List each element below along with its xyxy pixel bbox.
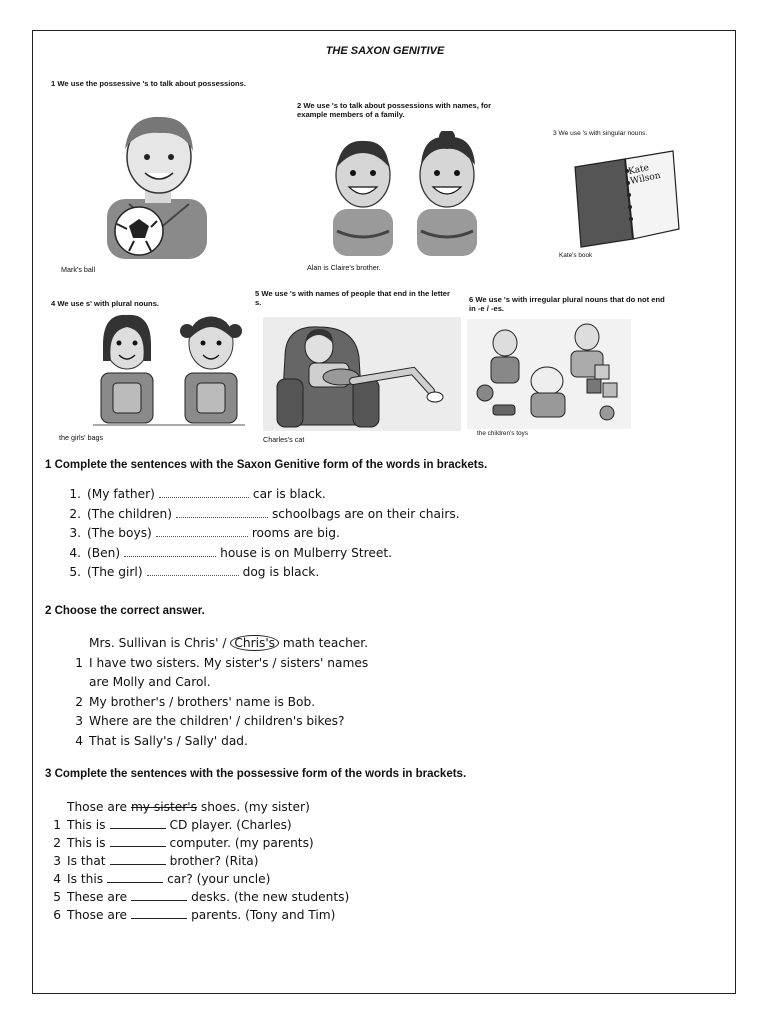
exercise-2-heading: 2 Choose the correct answer. — [45, 605, 205, 617]
book-label: Kate Wilson — [627, 163, 662, 187]
exercise-3-item: 1 This is CD player. (Charles) — [53, 818, 292, 832]
answer-blank[interactable] — [176, 507, 268, 518]
rule-number: 1 — [51, 79, 56, 88]
answer-blank[interactable] — [110, 835, 166, 847]
exercise-1-item: 2. (The children) schoolbags are on their chairs. — [69, 506, 460, 521]
answer-blank[interactable] — [107, 871, 163, 883]
answer-options[interactable]: Sally's / Sally' — [133, 733, 218, 748]
man-with-cat-illustration — [263, 317, 461, 431]
rule-number: 4 — [51, 299, 56, 308]
answer-blank[interactable] — [131, 907, 187, 919]
exercise-2-item-continued: are Molly and Carol. — [89, 675, 211, 690]
answer-blank[interactable] — [124, 546, 216, 557]
exercise-1-item: 1. (My father) car is black. — [69, 487, 326, 501]
rule-4 — [51, 299, 251, 308]
exercise-1-heading: 1 Complete the sentences with the Saxon Genitive form of the words in brackets. — [45, 459, 488, 471]
caption-rule-1: Mark's ball — [61, 265, 96, 274]
two-girls-illustration — [89, 311, 249, 427]
answer-blank[interactable] — [110, 817, 166, 829]
rule-number: 3 — [553, 130, 557, 137]
worksheet-page — [32, 30, 736, 994]
exercise-2-list — [65, 634, 465, 752]
rule-5 — [255, 289, 455, 307]
exercise-3-list — [43, 798, 463, 924]
answer-blank[interactable] — [159, 487, 249, 498]
exercise-3-item: 6 Those are parents. (Tony and Tim) — [53, 908, 336, 922]
answer-blank[interactable] — [131, 889, 187, 901]
exercise-3-item: 4 Is this car? (your uncle) — [53, 872, 271, 886]
exercise-3-item: 2 This is computer. (my parents) — [53, 836, 314, 850]
boy-with-ball-illustration — [99, 109, 219, 259]
rule-text: We use 's with names of people that end in the letter s. — [255, 289, 450, 307]
page-title: THE SAXON GENITIVE — [325, 45, 445, 57]
rule-number: 2 — [297, 101, 302, 110]
rule-text: We use 's to talk about possessions with names, for example members of a family. — [297, 101, 492, 119]
option[interactable]: Chris' — [184, 636, 219, 650]
exercise-3-item: 5 These are desks. (the new students) — [53, 890, 350, 904]
answer-options[interactable]: sister's / sisters' — [225, 655, 324, 670]
rule-text: We use 's with irregular plural nouns that do not end in -e / -es. — [469, 295, 665, 313]
rule-6 — [469, 295, 669, 313]
caption-rule-3: Kate's book — [559, 252, 593, 259]
caption-rule-4: the girls' bags — [59, 433, 104, 442]
rule-text: We use s' with plural nouns. — [57, 299, 160, 308]
rule-number: 5 — [255, 289, 260, 298]
answer-blank[interactable] — [147, 565, 239, 576]
exercise-1-list — [63, 485, 460, 583]
rule-2 — [297, 101, 507, 119]
two-children-illustration — [325, 131, 485, 256]
exercise-1-item: 4. (Ben) house is on Mulberry Street. — [69, 545, 393, 560]
rule-text: We use 's with singular nouns. — [558, 130, 648, 137]
caption-rule-2: Alan is Claire's brother. — [307, 263, 381, 272]
answer-blank[interactable] — [156, 526, 248, 537]
exercise-2-item: 4 That is Sally's / Sally' dad. — [75, 733, 248, 748]
rule-3 — [553, 129, 723, 138]
exercise-3-example: Those are my sister's shoes. (my sister) — [67, 800, 310, 814]
example-answer: my sister's — [130, 800, 197, 814]
caption-rule-6: the children's toys — [477, 430, 528, 437]
caption-rule-5: Charles's cat — [263, 435, 305, 444]
answer-blank[interactable] — [110, 853, 166, 865]
exercise-3-heading: 3 Complete the sentences with the possessive form of the words in brackets. — [45, 768, 467, 780]
exercise-2-item: 1 I have two sisters. My sister's / sisters' names — [75, 655, 369, 670]
exercise-1-item: 3. (The boys) rooms are big. — [69, 526, 340, 541]
rule-number: 6 — [469, 295, 474, 304]
rule-text: We use the possessive 's to talk about possessions. — [57, 79, 246, 88]
exercise-2-example: Mrs. Sullivan is Chris' / Chris's math teacher. — [89, 636, 369, 650]
rule-1 — [51, 79, 251, 88]
answer-options[interactable]: children' / children's — [179, 714, 303, 729]
circled-answer: Chris's — [230, 635, 279, 651]
children-with-toys-illustration — [467, 319, 631, 429]
exercise-2-item: 3 Where are the children' / children's bikes? — [75, 714, 345, 729]
exercise-1-item: 5. (The girl) dog is black. — [69, 565, 320, 580]
exercise-2-item: 2 My brother's / brothers' name is Bob. — [75, 694, 316, 709]
exercise-3-item: 3 Is that brother? (Rita) — [53, 854, 259, 868]
answer-options[interactable]: brother's / brothers' — [110, 694, 232, 709]
